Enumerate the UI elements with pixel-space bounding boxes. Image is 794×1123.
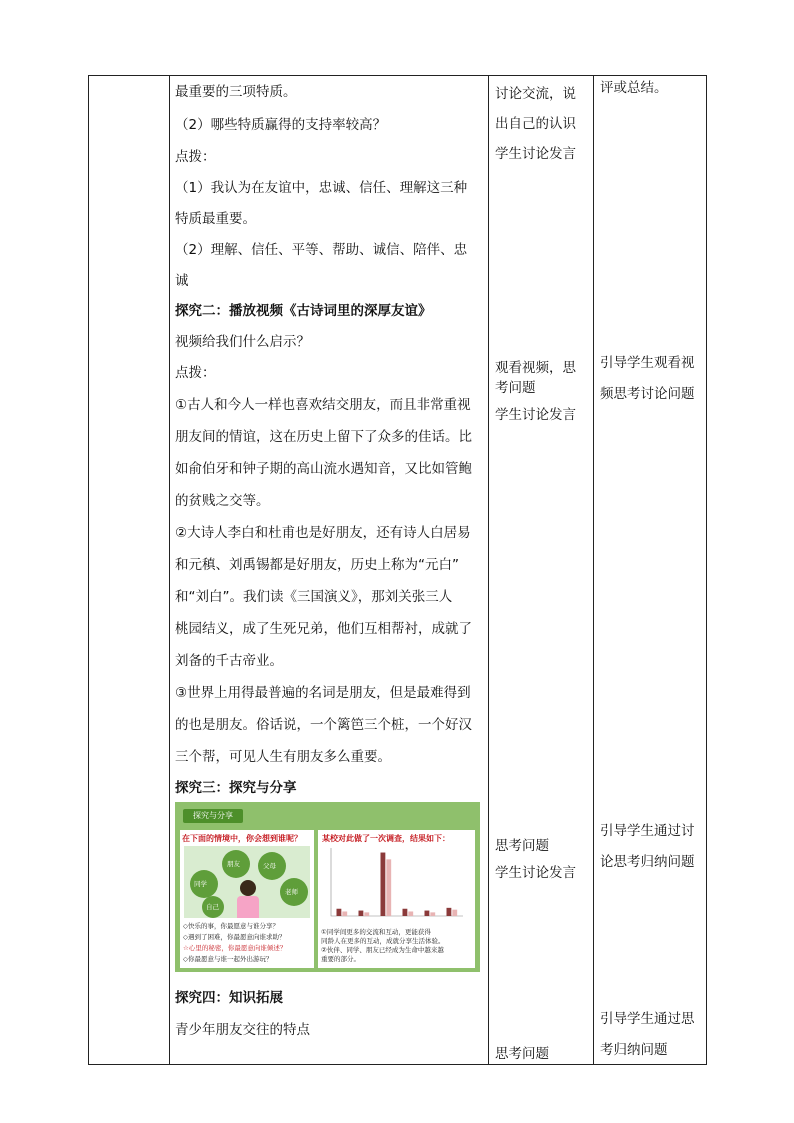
content-line: 视频给我们什么启示？ [175,334,310,350]
content-line: 最重要的三项特质。 [175,84,297,100]
content-line: （2）理解、信任、平等、帮助、诚信、陪伴、忠 [175,242,468,258]
section-heading: 探究二：播放视频《古诗词里的深厚友谊》 [175,303,432,319]
content-line: 桃园结义，成了生死兄弟，他们互相帮衬，成就了 [175,621,472,637]
intent-line: 引导学生观看视 [600,355,695,371]
slide-left-panel [180,830,314,968]
content-line: 如俞伯牙和钟子期的高山流水遇知音，又比如管鲍 [175,461,472,477]
slide-item: ☆心里的秘密，你最愿意向谁倾述？ [183,944,287,952]
intent-line: 引导学生通过讨 [600,823,695,839]
student-line: 考问题 [495,380,536,396]
bubble-label: 父母 [263,862,276,870]
content-line: 特质最重要。 [175,211,256,227]
slide-note: 同龄人在更多的互动，成就分享生活体验。 [321,937,445,945]
chart-bar [403,909,408,916]
slide-right-panel [318,830,475,968]
content-line: 的也是朋友。俗话说，一个篱笆三个桩，一个好汉 [175,717,472,733]
survey-bar-chart [321,844,471,924]
content-line: 朋友间的情谊，这在历史上留下了众多的佳话。比 [175,429,472,445]
chart-bar [447,908,452,916]
slide-note: ①同学间更多的交流和互动，更能获得 [321,928,431,936]
student-line: 学生讨论发言 [495,407,576,423]
bubble-label: 老师 [285,888,298,896]
chart-bar [452,910,457,916]
intent-line: 论思考归纳问题 [600,854,695,870]
content-line: （2）哪些特质赢得的支持率较高？ [175,117,387,133]
lesson-table [88,75,707,1065]
girl-icon [240,880,256,896]
slide-item: ◇你最愿意与谁一起外出游玩？ [183,955,273,963]
student-line: 思考问题 [495,838,549,854]
section-heading: 探究四：知识拓展 [175,990,283,1006]
chart-axis [331,848,463,916]
intent-line: 评或总结。 [600,80,668,96]
content-line: 点拨： [175,365,216,381]
content-line: 和元稹、刘禹锡都是好朋友，历史上称为“元白” [175,557,459,573]
content-line: 刘备的千古帝业。 [175,653,283,669]
chart-bar [381,853,386,916]
chart-bar [342,911,347,916]
column-content [169,76,488,1064]
slide-tag: 探究与分享 [183,809,243,823]
content-line: 青少年朋友交往的特点 [175,1022,310,1038]
student-line: 观看视频，思 [495,360,576,376]
chart-bar [425,911,430,916]
slide-item: ◇快乐的事，你最愿意与谁分享？ [183,922,279,930]
slide-note: 重要的部分。 [321,955,360,963]
chart-bar [364,912,369,916]
slide-left-question: 在下面的情境中，你会想到谁呢？ [182,834,302,843]
bubble-label: 朋友 [227,860,240,868]
column-student [488,76,593,1064]
share-slide-image [175,802,480,972]
chart-bar [408,911,413,916]
student-line: 学生讨论发言 [495,146,576,162]
content-line: 的贫贱之交等。 [175,493,270,509]
content-line: ③世界上用得最普遍的名词是朋友，但是最难得到 [175,685,471,701]
column-intent [593,76,708,1064]
content-line: （1）我认为在友谊中，忠诚、信任、理解这三种 [175,180,468,196]
slide-item: ◇遇到了困难，你最愿意向谁求助？ [183,933,286,941]
content-line: ②大诗人李白和杜甫也是好朋友，还有诗人白居易 [175,525,471,541]
content-line: 诚 [175,273,189,289]
content-line: 点拨： [175,149,216,165]
bubble-label: 自己 [206,903,219,911]
student-line: 讨论交流，说 [495,86,576,102]
content-line: 三个帮，可见人生有朋友多么重要。 [175,749,391,765]
intent-line: 考归纳问题 [600,1042,668,1058]
chart-bar [359,911,364,916]
column-process [89,76,169,1064]
chart-bar [430,912,435,916]
intent-line: 引导学生通过思 [600,1011,695,1027]
chart-bar [337,909,342,916]
girl-body-icon [237,896,259,918]
section-heading: 探究三：探究与分享 [175,780,297,796]
content-line: ①古人和今人一样也喜欢结交朋友，而且非常重视 [175,397,471,413]
slide-right-title: 某校对此做了一次调查，结果如下： [322,834,450,843]
chart-bar [386,859,391,916]
content-line: 和“刘白”。我们读《三国演义》，那刘关张三人 [175,589,453,605]
student-line: 学生讨论发言 [495,865,576,881]
intent-line: 频思考讨论问题 [600,386,695,402]
student-line: 出自己的认识 [495,116,576,132]
slide-note: ②伙伴、同学、朋友已经成为生命中越来越 [321,946,444,954]
student-line: 思考问题 [495,1046,549,1062]
bubble-label: 同学 [194,880,207,888]
